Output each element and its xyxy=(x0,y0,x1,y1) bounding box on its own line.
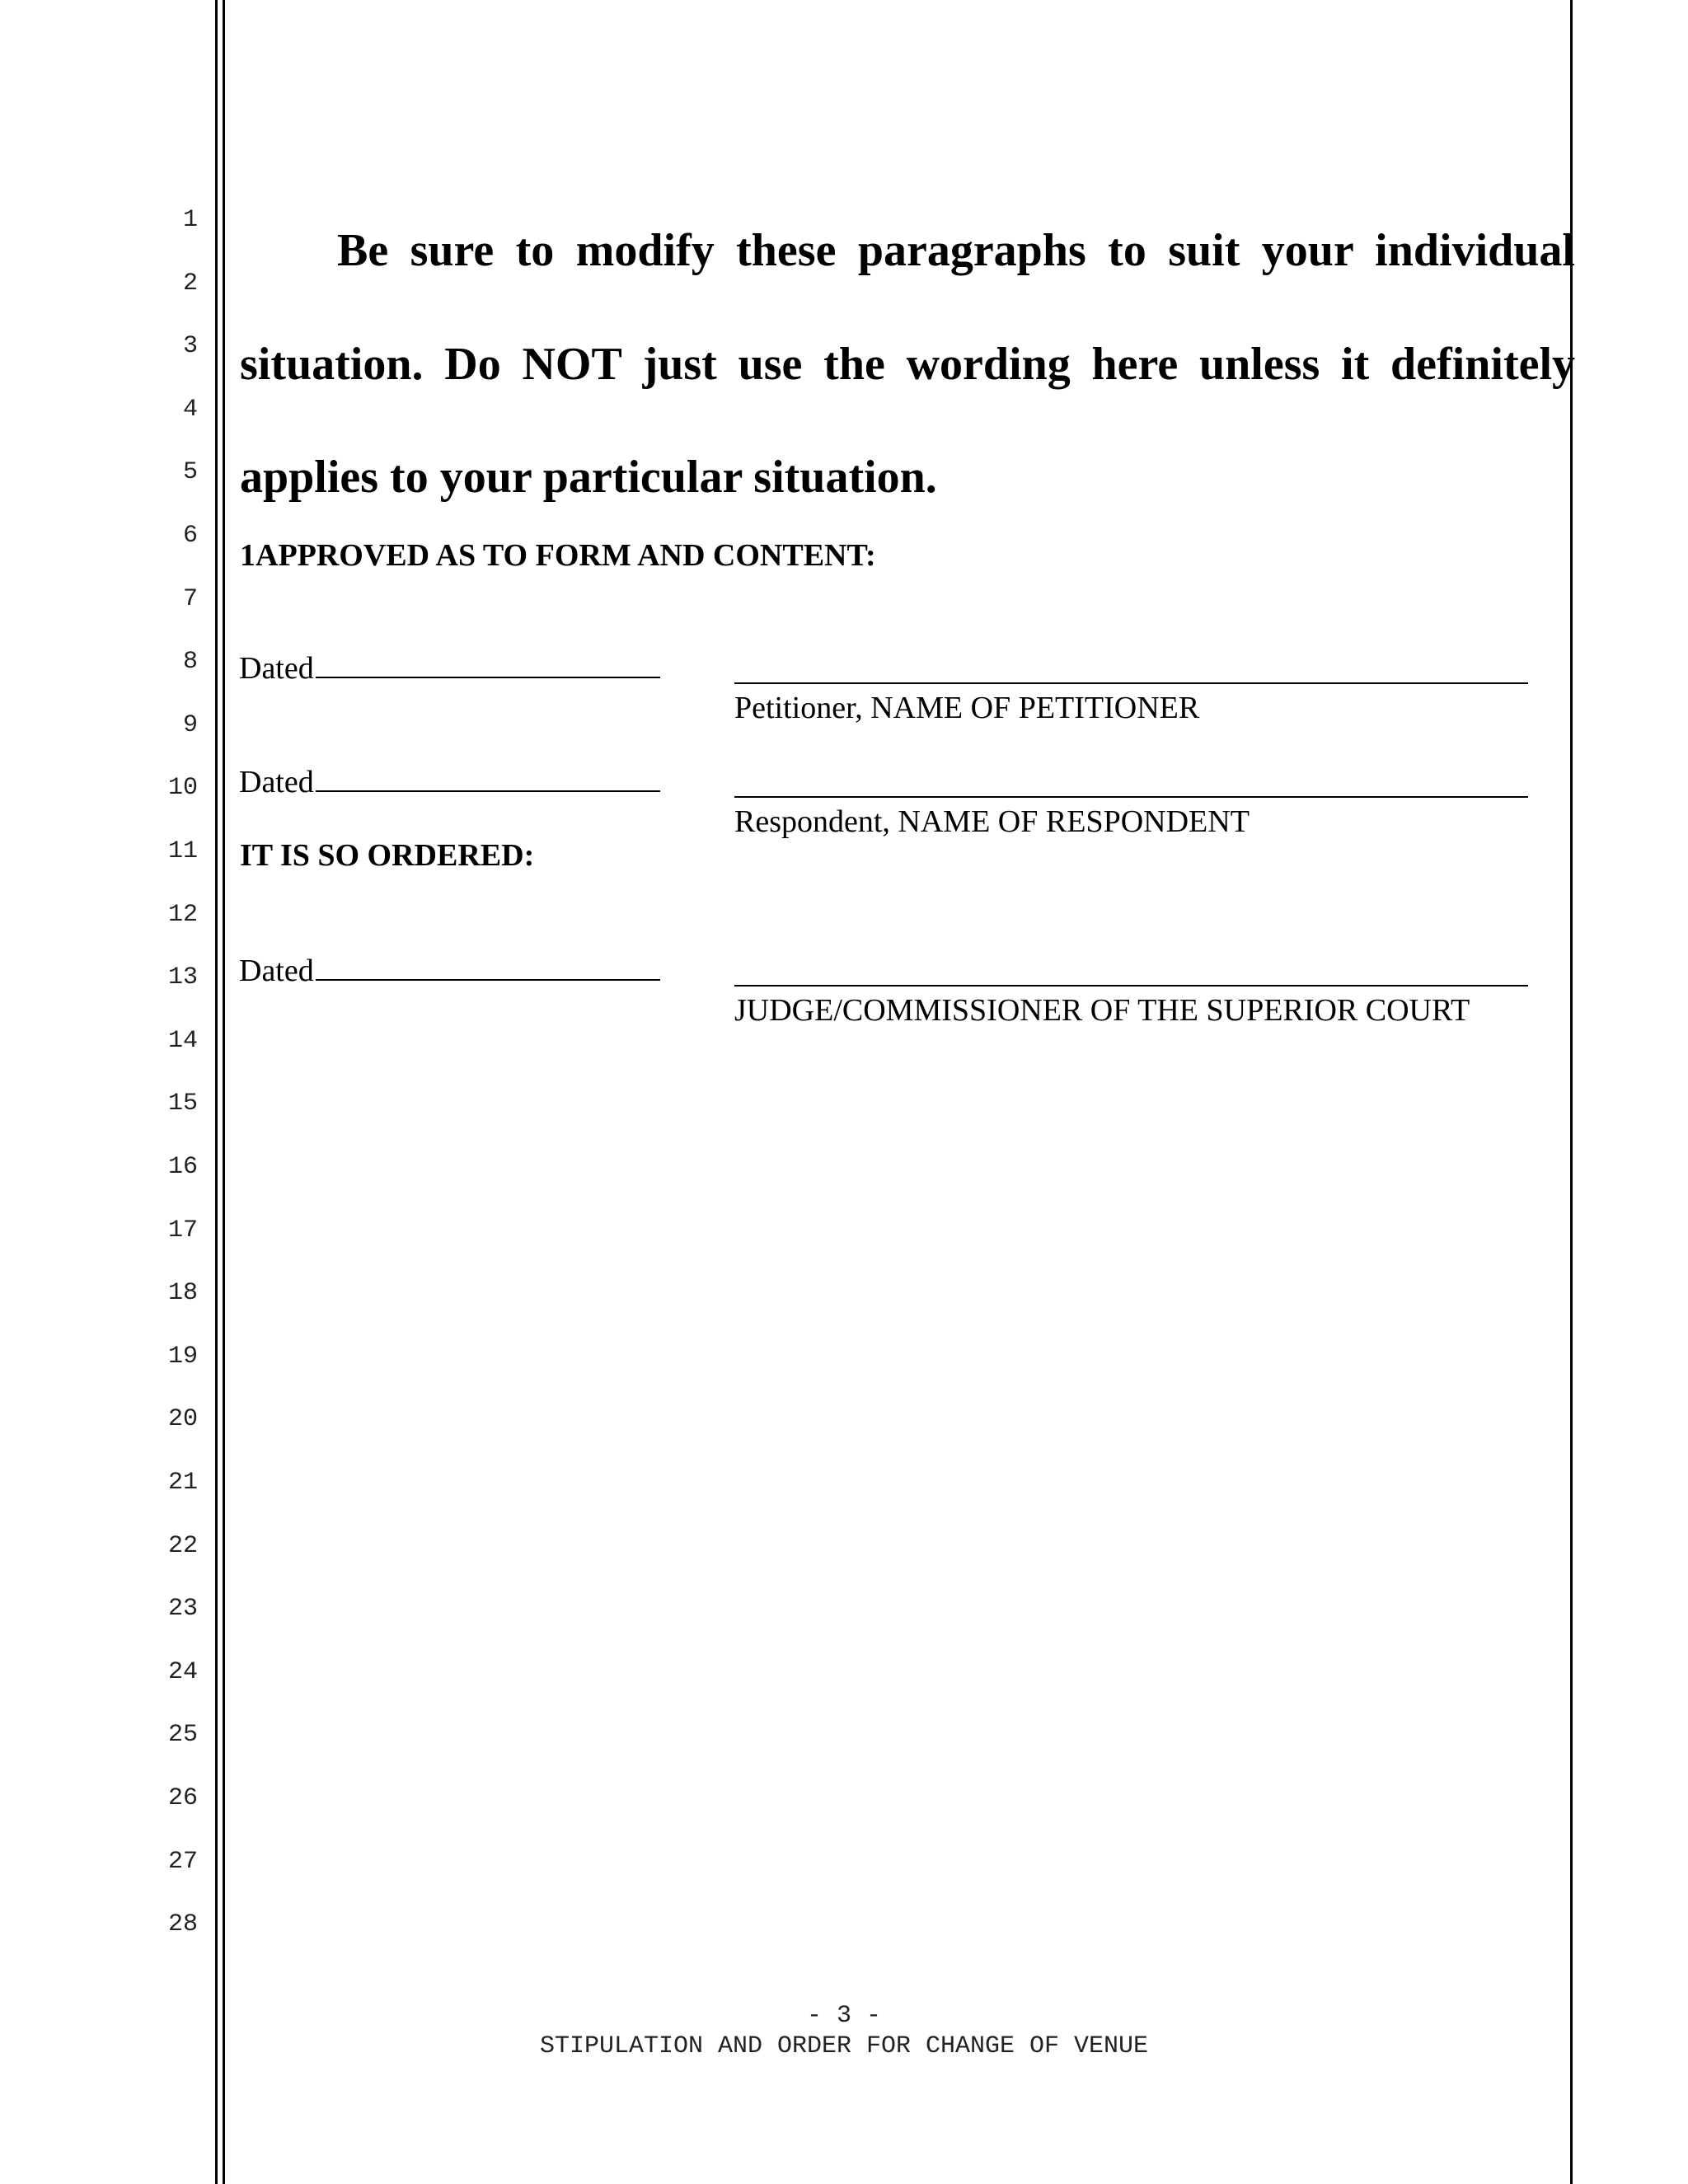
judge-dated-field xyxy=(239,953,660,989)
respondent-caption: Respondent, NAME OF RESPONDENT xyxy=(734,804,1250,839)
line-number: 19 xyxy=(167,1342,198,1371)
respondent-dated-field xyxy=(239,764,660,800)
respondent-dated-label: Dated xyxy=(239,765,314,799)
line-number: 1 xyxy=(182,206,198,234)
petitioner-date-blank xyxy=(316,652,660,678)
margin-rule-left-outer xyxy=(215,0,218,2184)
order-heading: IT IS SO ORDERED: xyxy=(240,838,535,873)
line-number: 10 xyxy=(167,774,198,803)
line-number: 25 xyxy=(167,1721,198,1750)
line-number: 15 xyxy=(167,1090,198,1118)
line-number: 20 xyxy=(167,1405,198,1434)
line-number: 5 xyxy=(182,458,198,487)
line-number: 18 xyxy=(167,1279,198,1308)
petitioner-signature-line xyxy=(734,682,1528,684)
line-number: 24 xyxy=(167,1657,198,1686)
judge-signature-line xyxy=(734,985,1528,987)
line-number: 6 xyxy=(182,522,198,550)
line-number: 2 xyxy=(182,269,198,298)
line-number: 27 xyxy=(167,1847,198,1876)
line-number: 22 xyxy=(167,1531,198,1560)
line-number: 14 xyxy=(167,1026,198,1055)
line-number: 26 xyxy=(167,1784,198,1812)
footer-document-title: STIPULATION AND ORDER FOR CHANGE OF VENUE xyxy=(539,2032,1149,2060)
line-number: 21 xyxy=(167,1469,198,1497)
instruction-paragraph: Be sure to modify these paragraphs to suit your individual situation. Do NOT just use the wording here unless it definitely applies to your particular situation. xyxy=(240,225,1575,503)
line-number: 28 xyxy=(167,1910,198,1939)
line-number: 23 xyxy=(167,1595,198,1624)
respondent-date-blank xyxy=(316,766,660,792)
approved-heading: 1APPROVED AS TO FORM AND CONTENT: xyxy=(240,538,876,573)
petitioner-caption: Petitioner, NAME OF PETITIONER xyxy=(734,691,1200,725)
judge-dated-label: Dated xyxy=(239,954,314,988)
judge-caption: JUDGE/COMMISSIONER OF THE SUPERIOR COURT xyxy=(734,993,1470,1028)
line-number: 8 xyxy=(182,648,198,677)
line-number: 13 xyxy=(167,963,198,992)
petitioner-dated-label: Dated xyxy=(239,651,314,686)
line-number-column xyxy=(0,0,206,2184)
line-number: 3 xyxy=(182,332,198,361)
line-number: 9 xyxy=(182,710,198,739)
respondent-signature-line xyxy=(734,796,1528,798)
judge-date-blank xyxy=(316,954,660,981)
page-number: - 3 - xyxy=(806,2002,881,2030)
line-number: 16 xyxy=(167,1153,198,1181)
line-number: 7 xyxy=(182,584,198,613)
line-number: 11 xyxy=(167,837,198,865)
line-number: 17 xyxy=(167,1216,198,1244)
line-number: 12 xyxy=(167,900,198,929)
line-number: 4 xyxy=(182,395,198,424)
petitioner-dated-field xyxy=(239,650,660,687)
margin-rule-left-inner xyxy=(223,0,225,2184)
